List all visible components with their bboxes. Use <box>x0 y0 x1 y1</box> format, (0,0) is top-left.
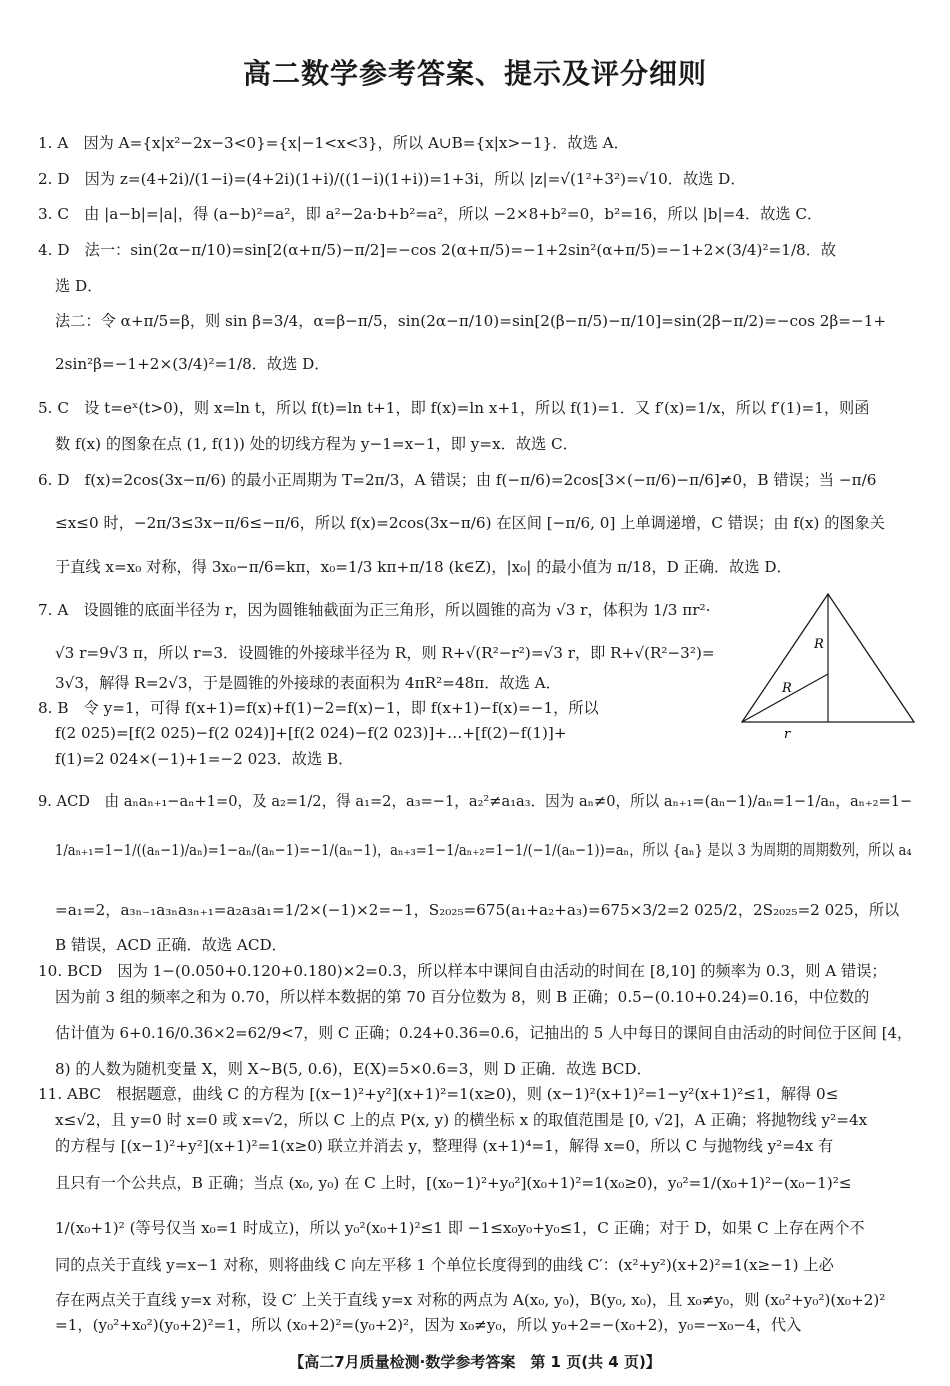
label-R-upper: R <box>814 637 824 652</box>
answer-line: 1/(x₀+1)² (等号仅当 x₀=1 时成立)，所以 y₀²(x₀+1)²≤1 即 −1≤x₀y₀+y₀≤1，C 正确；对于 D，如果 C 上存在两个不 <box>55 1219 865 1237</box>
answer-line: 10. BCD 因为 1−(0.050+0.120+0.180)×2=0.3，所以样本中课间自由活动的时间在 [8,10] 的频率为 0.3，则 A 错误； <box>38 962 887 980</box>
answer-line: 4. D 法一：sin(2α−π/10)=sin[2(α+π/5)−π/2]=−cos 2(α+π/5)=−1+2sin²(α+π/5)=−1+2×(3/4)²=1/8．故 <box>38 241 837 259</box>
answer-line: 7. A 设圆锥的底面半径为 r，因为圆锥轴截面为正三角形，所以圆锥的高为 √3 r，体积为 1/3 πr²· <box>38 601 711 619</box>
answer-line: 3. C 由 |a−b|=|a|，得 (a−b)²=a²，即 a²−2a·b+b²=a²，所以 −2×8+b²=0，b²=16，所以 |b|=4．故选 C． <box>38 205 823 223</box>
page-title: 高二数学参考答案、提示及评分细则 <box>242 57 707 90</box>
answer-line: 且只有一个公共点，B 正确；当点 (x₀, y₀) 在 C 上时，[(x₀−1)²+y₀²](x₀+1)²=1(x₀≥0)，y₀²=1/(x₀+1)²−(x₀−1)²≤ <box>55 1174 852 1192</box>
answer-line: 1/aₙ₊₁=1−1/((aₙ−1)/aₙ)=1−aₙ/(aₙ−1)=−1/(aₙ−1)，aₙ₊₃=1−1/aₙ₊₂=1−1/(−1/(aₙ−1))=aₙ，所以 {aₙ} 是以 3 为周期的周期数列，所以 a₄ <box>55 841 912 859</box>
answer-line: 选 D． <box>55 277 103 295</box>
answer-line: 数 f(x) 的图象在点 (1, f(1)) 处的切线方程为 y−1=x−1，即 y=x．故选 C． <box>55 435 578 453</box>
answer-line: f(1)=2 024×(−1)+1=−2 023．故选 B． <box>55 750 354 768</box>
cone-cross-section-figure <box>740 592 916 742</box>
answer-line: 11. ABC 根据题意，曲线 C 的方程为 [(x−1)²+y²](x+1)²=1(x≥0)，则 (x−1)²(x+1)²=1−y²(x+1)²≤1，解得 0≤ <box>38 1085 839 1103</box>
answer-line: 于直线 x=x₀ 对称，得 3x₀−π/6=kπ，x₀=1/3 kπ+π/18 (k∈Z)，|x₀| 的最小值为 π/18，D 正确．故选 D． <box>55 558 792 576</box>
answer-line: 1. A 因为 A={x|x²−2x−3<0}={x|−1<x<3}，所以 A∪B={x|x>−1}．故选 A． <box>38 134 629 152</box>
label-r: r <box>784 727 791 742</box>
answer-line: 5. C 设 t=eˣ(t>0)，则 x=ln t，所以 f(t)=ln t+1，即 f(x)=ln x+1，所以 f(1)=1．又 f′(x)=1/x，所以 f′(1)=1，则函 <box>38 399 870 417</box>
answer-line: f(2 025)=[f(2 025)−f(2 024)]+[f(2 024)−f(2 023)]+…+[f(2)−f(1)]+ <box>55 724 567 742</box>
answer-line: 法二：令 α+π/5=β，则 sin β=3/4，α=β−π/5，sin(2α−π/10)=sin[2(β−π/5)−π/10]=sin(2β−π/2)=−cos 2β=−1+ <box>55 312 887 330</box>
answer-line: =a₁=2，a₃ₙ₋₁a₃ₙa₃ₙ₊₁=a₂a₃a₁=1/2×(−1)×2=−1，S₂₀₂₅=675(a₁+a₂+a₃)=675×3/2=2 025/2，2S₂₀₂₅=2 025，所以 <box>55 901 900 919</box>
answer-line: 估计值为 6+0.16/0.36×2=62/9<7，则 C 正确；0.24+0.36=0.6，记抽出的 5 人中每日的课间自由活动的时间位于区间 [4， <box>55 1024 912 1042</box>
answer-line: ≤x≤0 时，−2π/3≤3x−π/6≤−π/6，所以 f(x)=2cos(3x−π/6) 在区间 [−π/6, 0] 上单调递增，C 错误；由 f(x) 的图象关 <box>55 514 885 532</box>
answer-line: 8. B 令 y=1，可得 f(x+1)=f(x)+f(1)−2=f(x)−1，即 f(x+1)−f(x)=−1，所以 <box>38 699 599 717</box>
answer-line: 6. D f(x)=2cos(3x−π/6) 的最小正周期为 T=2π/3，A 错误；由 f(−π/6)=2cos[3×(−π/6)−π/6]≠0，B 错误；当 −π/6 <box>38 471 877 489</box>
answer-line: 3√3，解得 R=2√3，于是圆锥的外接球的表面积为 4πR²=48π．故选 A． <box>55 674 561 692</box>
answer-line: 2sin²β=−1+2×(3/4)²=1/8．故选 D． <box>55 355 330 373</box>
answer-line: 9. ACD 由 aₙaₙ₊₁−aₙ+1=0，及 a₂=1/2，得 a₁=2，a₃=−1，a₂²≠a₁a₃．因为 aₙ≠0，所以 aₙ₊₁=(aₙ−1)/aₙ=1−1/aₙ，aₙ₊₂=1− <box>38 792 913 810</box>
page-footer: 【高二7月质量检测·数学参考答案 第 1 页(共 4 页)】 <box>289 1353 661 1371</box>
answer-line: 8) 的人数为随机变量 X，则 X~B(5, 0.6)，E(X)=5×0.6=3，则 D 正确．故选 BCD． <box>55 1060 652 1078</box>
label-R-lower: R <box>782 681 792 696</box>
answer-line: 因为前 3 组的频率之和为 0.70，所以样本数据的第 70 百分位数为 8，则 B 正确；0.5−(0.10+0.24)=0.16，中位数的 <box>55 988 870 1006</box>
answer-line: =1，(y₀²+x₀²)(y₀+2)²=1，所以 (x₀+2)²=(y₀+2)²，因为 x₀≠y₀，所以 y₀+2=−(x₀+2)，y₀=−x₀−4，代入 <box>55 1316 802 1334</box>
answer-line: 存在两点关于直线 y=x 对称，设 C′ 上关于直线 y=x 对称的两点为 A(x₀, y₀)，B(y₀, x₀)，且 x₀≠y₀，则 (x₀²+y₀²)(x₀+2)² <box>55 1291 886 1309</box>
answer-line: √3 r=9√3 π，所以 r=3．设圆锥的外接球半径为 R，则 R+√(R²−r²)=√3 r，即 R+√(R²−3²)= <box>55 644 715 662</box>
answer-line: 的方程与 [(x−1)²+y²](x+1)²=1(x≥0) 联立并消去 y，整理得 (x+1)⁴=1，解得 x=0，所以 C 与抛物线 y²=4x 有 <box>55 1137 834 1155</box>
answer-line: x≤√2，且 y=0 时 x=0 或 x=√2，所以 C 上的点 P(x, y) 的横坐标 x 的取值范围是 [0, √2]，A 正确；将抛物线 y²=4x <box>55 1111 868 1129</box>
answer-line: B 错误，ACD 正确．故选 ACD． <box>55 936 287 954</box>
answer-line: 同的点关于直线 y=x−1 对称，则将曲线 C 向左平移 1 个单位长度得到的曲线 C′：(x²+y²)(x+2)²=1(x≥−1) 上必 <box>55 1256 834 1274</box>
answer-line: 2. D 因为 z=(4+2i)/(1−i)=(4+2i)(1+i)/((1−i)(1+i))=1+3i，所以 |z|=√(1²+3²)=√10．故选 D． <box>38 170 746 188</box>
